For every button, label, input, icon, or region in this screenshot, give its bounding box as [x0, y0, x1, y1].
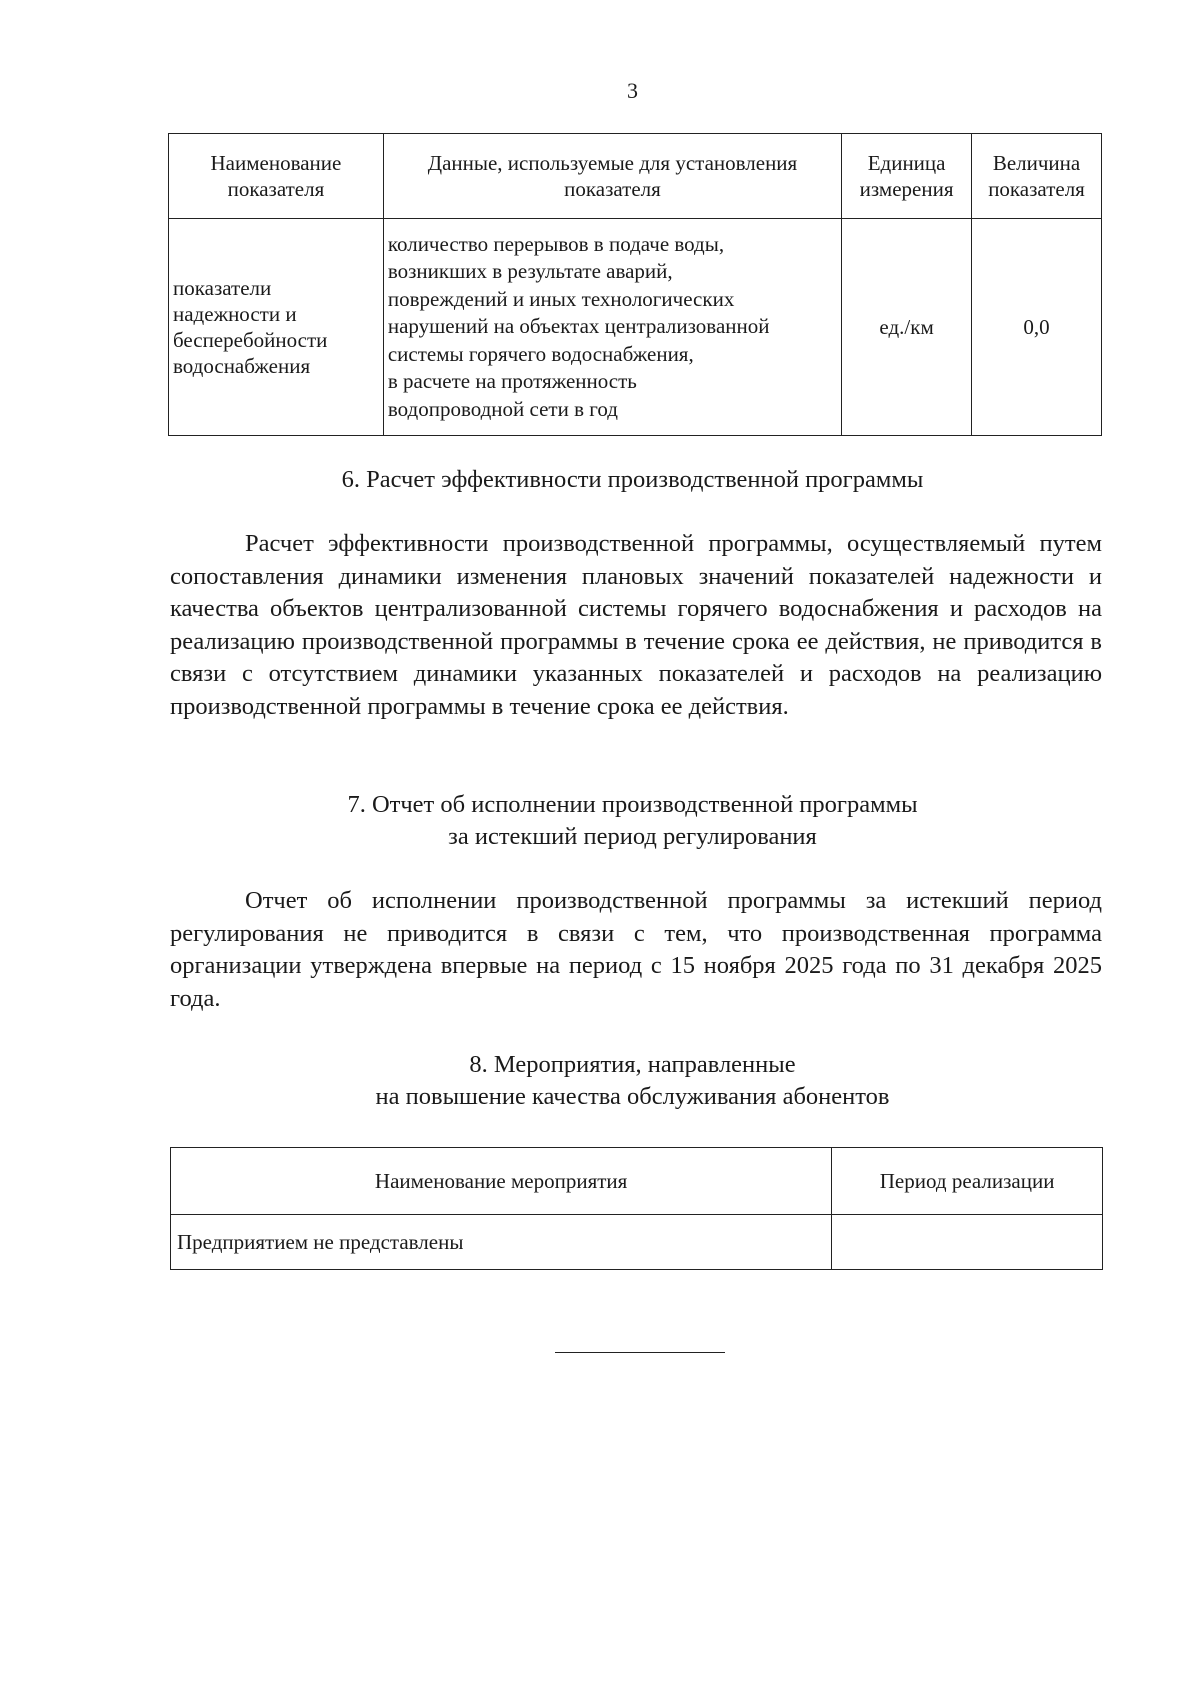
indicator-data-cell — [383, 219, 841, 436]
page-number: 3 — [627, 78, 638, 103]
measures-table-header-row — [171, 1148, 1103, 1215]
data-line: в расчете на протяженность — [387, 369, 637, 394]
end-divider — [555, 1352, 725, 1353]
table-row — [169, 219, 1102, 436]
header-measure-period: Период реализации — [832, 1148, 1103, 1215]
indicator-value-cell: 0,0 — [972, 219, 1102, 436]
data-line: количество перерывов в подаче воды, — [387, 231, 725, 256]
header-measure-name: Наименование мероприятия — [171, 1148, 832, 1215]
header-indicator-data: Данные, используемые для установления показателя — [383, 134, 841, 219]
indicator-table-header-row — [169, 134, 1102, 219]
data-line: повреждений и иных технологических — [387, 286, 735, 311]
header-indicator-value: Величина показателя — [972, 134, 1102, 219]
data-line: системы горячего водоснабжения, — [387, 341, 694, 366]
section-7-title-line-1: 7. Отчет об исполнении производственной программы — [347, 791, 918, 818]
data-line: возникших в результате аварий, — [387, 259, 673, 284]
section-7-paragraph: Отчет об исполнении производственной программы за истекший период регулирования не приводится в связи с тем, что производственная программа организации утверждена впервые на период с 15 ноября 2025 года по 31 декабря 2025 года. — [170, 887, 1102, 1012]
section-6-title: 6. Расчет эффективности производственной программы — [341, 466, 924, 493]
section-8-title-line-2: на повышение качества обслуживания абонентов — [375, 1083, 890, 1110]
data-line: водопроводной сети в год — [387, 396, 618, 421]
data-line: нарушений на объектах централизованной — [387, 314, 770, 339]
header-indicator-name: Наименование показателя — [169, 134, 384, 219]
section-8-title-line-1: 8. Мероприятия, направленные — [469, 1051, 796, 1078]
section-6-paragraph: Расчет эффективности производственной программы, осуществляемый путем сопоставления динамики изменения плановых значений показателей надежности и качества объектов централизованной системы горячего водоснабжения и расходов на реализацию производственной программы в течение срока ее действия, не приводится в связи с отсутствием динамики указанных показателей и расходов на реализацию производственной программы в течение срока ее действия. — [170, 530, 1102, 720]
indicator-name-cell: показатели надежности и бесперебойности водоснабжения — [169, 219, 384, 436]
measure-name-cell: Предприятием не представлены — [171, 1215, 832, 1270]
indicator-unit-cell: ед./км — [842, 219, 972, 436]
header-indicator-unit: Единица измерения — [842, 134, 972, 219]
indicator-table — [168, 133, 1102, 436]
section-7-title-line-2: за истекший период регулирования — [448, 823, 817, 850]
table-row — [171, 1215, 1103, 1270]
measures-table — [170, 1147, 1103, 1270]
measure-period-cell — [832, 1215, 1103, 1270]
